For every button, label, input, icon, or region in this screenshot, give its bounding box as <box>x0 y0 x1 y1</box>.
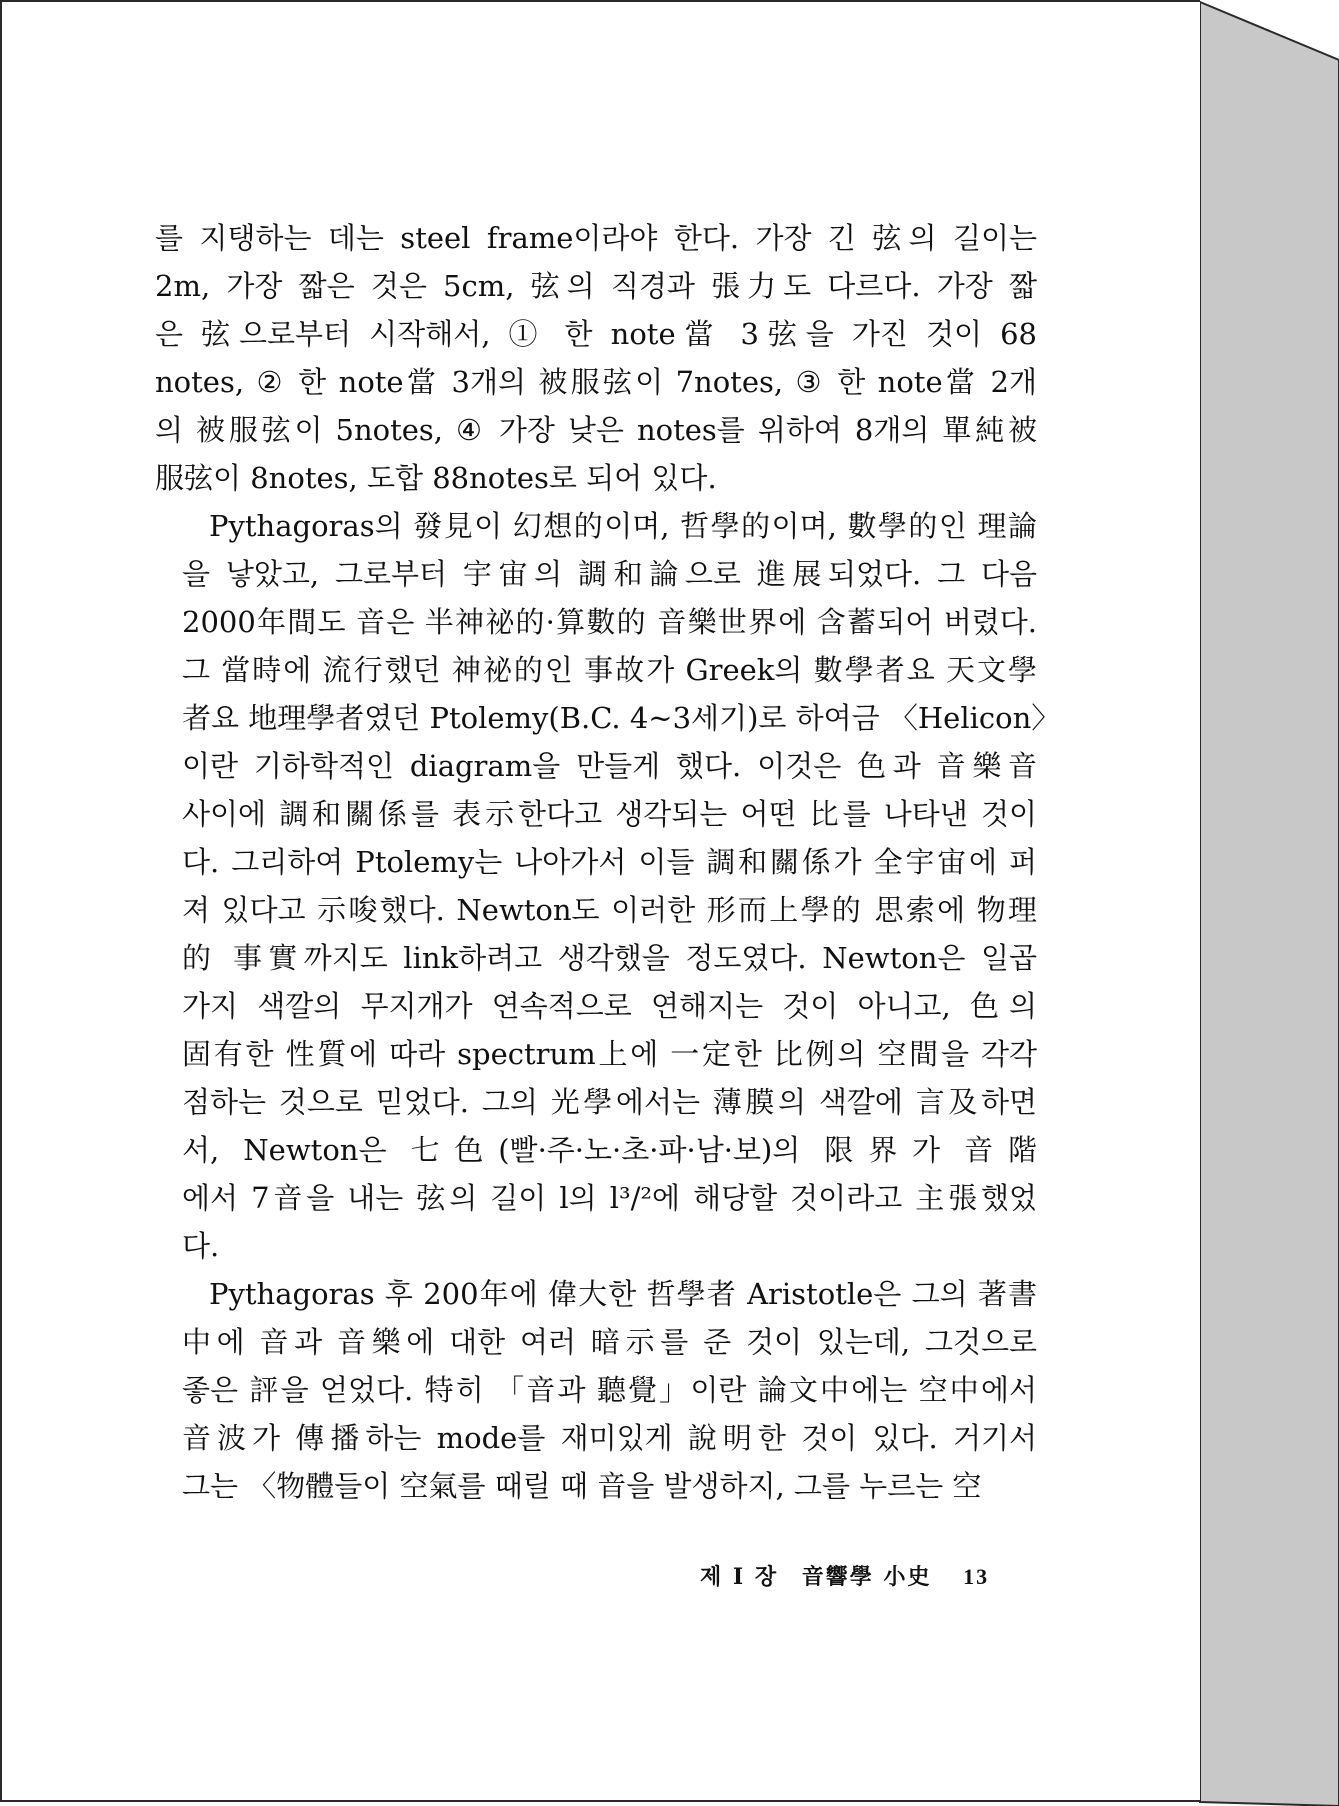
text-line: 을 낳았고, 그로부터 宇宙의 調和論으로 進展되었다. 그 다음 <box>182 557 1037 591</box>
text-line: 가지 색깔의 무지개가 연속적으로 연해지는 것이 아니고, 色의 <box>182 989 1037 1023</box>
text-line: 固有한 性質에 따라 spectrum上에 一定한 比例의 空間을 각각 <box>182 1037 1037 1071</box>
text-line: 服弦이 8notes, 도합 88notes로 되어 있다. <box>155 461 717 495</box>
text-line: Pythagoras의 發見이 幻想的이며, 哲學的이며, 數學的인 理論 <box>209 509 1037 543</box>
text-line: 서, Newton은 七色(빨·주·노·초·파·남·보)의 限界가 音階 <box>182 1133 1037 1167</box>
body-text <box>155 214 1061 1510</box>
text-line: 音波가 傳播하는 mode를 재미있게 說明한 것이 있다. 거기서 <box>182 1421 1037 1455</box>
text-line: 2000年間도 音은 半神祕的·算數的 音樂世界에 含蓄되어 버렸다. <box>182 605 1037 639</box>
text-line: 점하는 것으로 믿었다. 그의 光學에서는 薄膜의 색깔에 言及하면 <box>182 1085 1037 1119</box>
text-line: 져 있다고 示唆했다. Newton도 이러한 形而上學的 思索에 物理 <box>182 893 1037 927</box>
text-line: 이란 기하학적인 diagram을 만들게 했다. 이것은 色과 音樂音 <box>182 749 1037 783</box>
text-line: 은 弦으로부터 시작해서, ① 한 note當 3弦을 가진 것이 68 <box>155 317 1037 351</box>
text-line: 2m, 가장 짧은 것은 5cm, 弦의 직경과 張力도 다르다. 가장 짧 <box>155 269 1037 303</box>
paragraph <box>155 1270 1037 1510</box>
running-footer <box>700 1560 989 1591</box>
paragraph <box>155 502 1061 1270</box>
text-line: 的 事實까지도 link하려고 생각했을 정도였다. Newton은 일곱 <box>182 941 1037 975</box>
footer-chapter: 제 I 장 <box>700 1564 779 1590</box>
text-line: 中에 音과 音樂에 대한 여러 暗示를 준 것이 있는데, 그것으로 <box>182 1325 1037 1359</box>
page-number: 13 <box>963 1564 990 1589</box>
text-line: 다. 그리하여 Ptolemy는 나아가서 이들 調和關係가 全宇宙에 퍼 <box>182 845 1037 879</box>
text-line: 사이에 調和關係를 表示한다고 생각되는 어떤 比를 나타낸 것이 <box>182 797 1037 831</box>
text-line: 에서 7音을 내는 弦의 길이 l의 l³/²에 해당할 것이라고 主張했었 <box>182 1181 1037 1215</box>
text-line: 좋은 評을 얻었다. 特히 「音과 聽覺」이란 論文中에는 空中에서 <box>182 1373 1037 1407</box>
text-line: notes, ② 한 note當 3개의 被服弦이 7notes, ③ 한 note當 2개 <box>155 365 1037 399</box>
text-line: 의 被服弦이 5notes, ④ 가장 낮은 notes를 위하여 8개의 單純被 <box>155 413 1037 447</box>
text-line: 그는 〈物體들이 空氣를 때릴 때 音을 발생하지, 그를 누르는 空 <box>182 1469 982 1503</box>
text-line: 그 當時에 流行했던 神祕的인 事故가 Greek의 數學者요 天文學 <box>182 653 1037 687</box>
text-line: 다. <box>182 1229 220 1263</box>
footer-section-title: 音響學 小史 <box>801 1564 932 1590</box>
text-line: 者요 地理學者였던 Ptolemy(B.C. 4~3세기)로 하여금 〈Helicon〉 <box>182 701 1061 735</box>
text-line: Pythagoras 후 200年에 偉大한 哲學者 Aristotle은 그의 著書 <box>209 1277 1037 1311</box>
text-line: 를 지탱하는 데는 steel frame이라야 한다. 가장 긴 弦의 길이는 <box>155 221 1037 255</box>
paragraph <box>155 214 1037 502</box>
